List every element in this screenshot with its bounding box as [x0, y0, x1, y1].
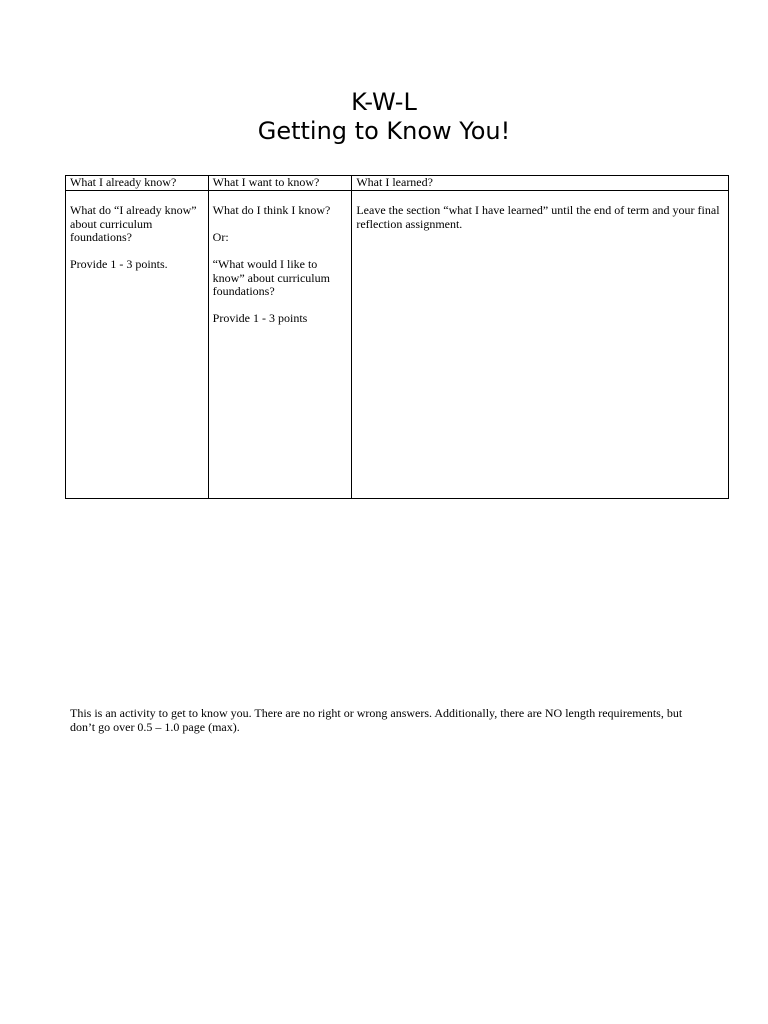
header-already-know: What I already know? [66, 176, 209, 191]
cell-want-to-know [208, 191, 352, 499]
want-to-know-instruction: Provide 1 - 3 points [212, 311, 308, 325]
header-learned: What I learned? [352, 176, 729, 191]
header-want-to-know: What I want to know? [208, 176, 352, 191]
want-to-know-prompt: What do I think I know? [212, 203, 331, 217]
cell-learned [352, 191, 729, 499]
already-know-prompt: What do “I already know” about curriculum foundations? [70, 203, 197, 244]
title-line-kwl: K-W-L [351, 88, 417, 116]
title-line-subtitle: Getting to Know You! [257, 117, 511, 145]
table-body-row [66, 191, 729, 499]
activity-note: This is an activity to get to know you. There are no right or wrong answers. Additionally, there are NO length requirements, but don’t go over 0.5 – 1.0 page (max). [70, 706, 683, 734]
kwl-table [65, 175, 729, 499]
document-title [0, 88, 768, 146]
table-header-row [66, 176, 729, 191]
learned-instruction: Leave the section “what I have learned” until the end of term and your final reflection assignment. [356, 203, 720, 231]
want-to-know-or: Or: [212, 230, 229, 244]
cell-already-know [66, 191, 209, 499]
want-to-know-alt-prompt: “What would I like to know” about curriculum foundations? [212, 257, 330, 298]
already-know-instruction: Provide 1 - 3 points. [70, 257, 168, 271]
